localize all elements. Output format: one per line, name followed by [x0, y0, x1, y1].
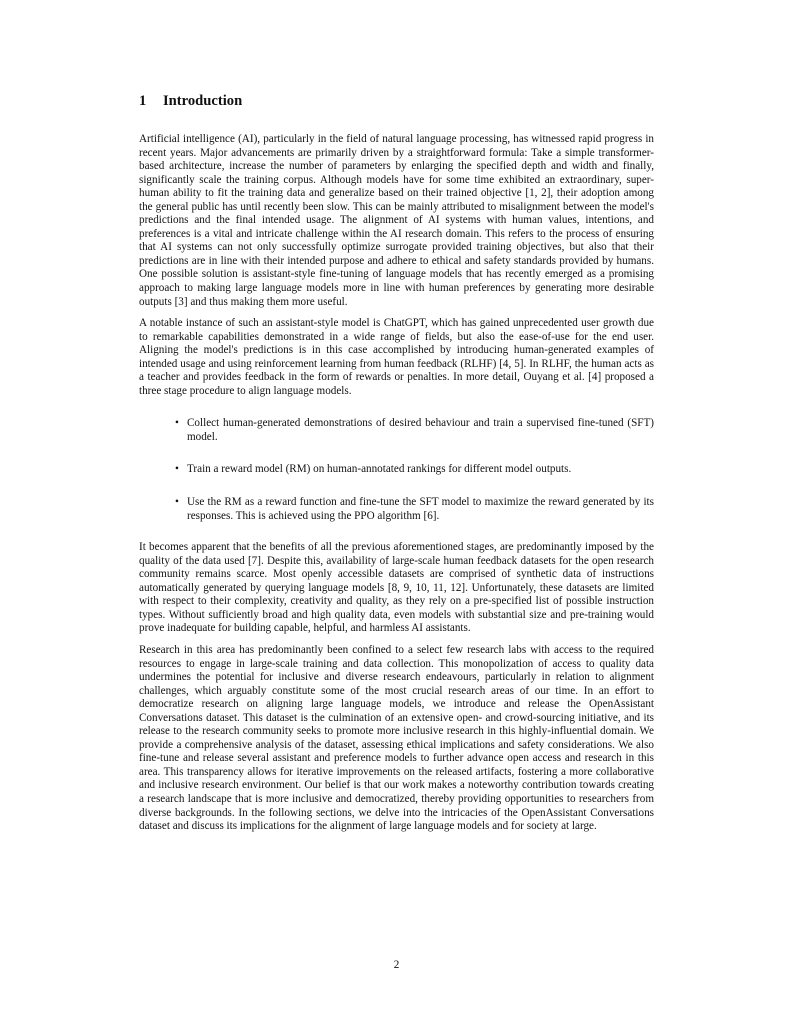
- list-item-text: Use the RM as a reward function and fine-tune the SFT model to maximize the reward generated by its responses. This is achieved using the PPO algorithm [6].: [187, 496, 654, 522]
- paragraph-3: It becomes apparent that the benefits of all the previous aforementioned stages, are predominantly imposed by the quality of the data used [7]. Despite this, availability of large-scale human feedback datasets for the open research community remains scarce. Most openly accessible datasets are comprised of synthetic data of instructions automatically generated by querying language models [8, 9, 10, 11, 12]. Unfortunately, these datasets are limited with respect to their complexity, creativity and quality, as they rely on a pre-specified list of possible instruction types. Without sufficiently broad and high quality data, even models with substantial size and pre-training would prove inadequate for building capable, helpful, and harmless AI assistants.: [139, 541, 654, 635]
- paper-page: [139, 0, 654, 1024]
- section-title: Introduction: [163, 93, 243, 109]
- bullet-icon: •: [175, 463, 179, 476]
- list-item: [175, 496, 654, 523]
- list-item-text: Collect human-generated demonstrations of desired behaviour and train a supervised fine-tuned (SFT) model.: [187, 417, 654, 443]
- page-number: 2: [393, 959, 400, 971]
- list-item: [175, 417, 654, 444]
- section-body: [139, 133, 654, 842]
- paragraph-2: A notable instance of such an assistant-style model is ChatGPT, which has gained unprecedented user growth due to remarkable capabilities demonstrated in a wide range of fields, but also the ease-of-use for the end user. Aligning the model's predictions is in this case accomplished by introducing human-generated examples of intended usage and using reinforcement learning from human feedback (RLHF) [4, 5]. In RLHF, the human acts as a teacher and provides feedback in the form of rewards or penalties. In more detail, Ouyang et al. [4] proposed a three stage procedure to align language models.: [139, 317, 654, 397]
- procedure-list: [139, 417, 654, 523]
- paragraph-1: Artificial intelligence (AI), particularly in the field of natural language processing, has witnessed rapid progress in recent years. Major advancements are primarily driven by a straightforward formula: Take a simple transformer-based architecture, increase the number of parameters by enlarging the specified depth and width and finally, significantly scale the training corpus. Although models have for some time exhibited an extraordinary, super-human ability to fit the training data and generalize based on their trained objective [1, 2], their adoption among the general public has until recently been slow. This can be mainly attributed to misalignment between the model's predictions and the final intended usage. The alignment of AI systems with human values, intentions, and preferences is a vital and intricate challenge within the AI research domain. This refers to the process of ensuring that AI systems can not only successfully optimize surrogate provided training objectives, but also that their predictions are in line with their intended purpose and adhere to ethical and safety standards provided by humans. One possible solution is assistant-style fine-tuning of language models that has recently emerged as a promising approach to making large language models more in line with human preferences by generating more desirable outputs [3] and thus making them more useful.: [139, 133, 654, 308]
- section-heading: [139, 90, 242, 112]
- section-number: 1: [139, 93, 147, 109]
- bullet-icon: •: [175, 417, 179, 430]
- list-item: [175, 463, 654, 477]
- paragraph-4: Research in this area has predominantly been confined to a select few research labs with access to the required resources to engage in large-scale training and data collection. This monopolization of access to quality data undermines the potential for inclusive and diverse research endeavours, particularly in relation to alignment challenges, which arguably constitute some of the most crucial research areas of our time. In an effort to democratize research on aligning large language models, we introduce and release the OpenAssistant Conversations dataset. This dataset is the culmination of an extensive open- and crowd-sourcing initiative, and its release to the research community seeks to promote more inclusive research in this highly-influential domain. We provide a comprehensive analysis of the dataset, assessing ethical implications and safety considerations. We also fine-tune and release several assistant and preference models to further advance open access and research in this area. This transparency allows for iterative improvements on the released artifacts, fostering a more collaborative and inclusive research environment. Our belief is that our work makes a noteworthy contribution towards creating a research landscape that is more inclusive and democratized, thereby providing opportunities to researchers from diverse backgrounds. In the following sections, we delve into the intricacies of the OpenAssistant Conversations dataset and discuss its implications for the alignment of large language models and for society at large.: [139, 643, 654, 833]
- list-item-text: Train a reward model (RM) on human-annotated rankings for different model outputs.: [187, 463, 572, 476]
- bullet-icon: •: [175, 496, 179, 509]
